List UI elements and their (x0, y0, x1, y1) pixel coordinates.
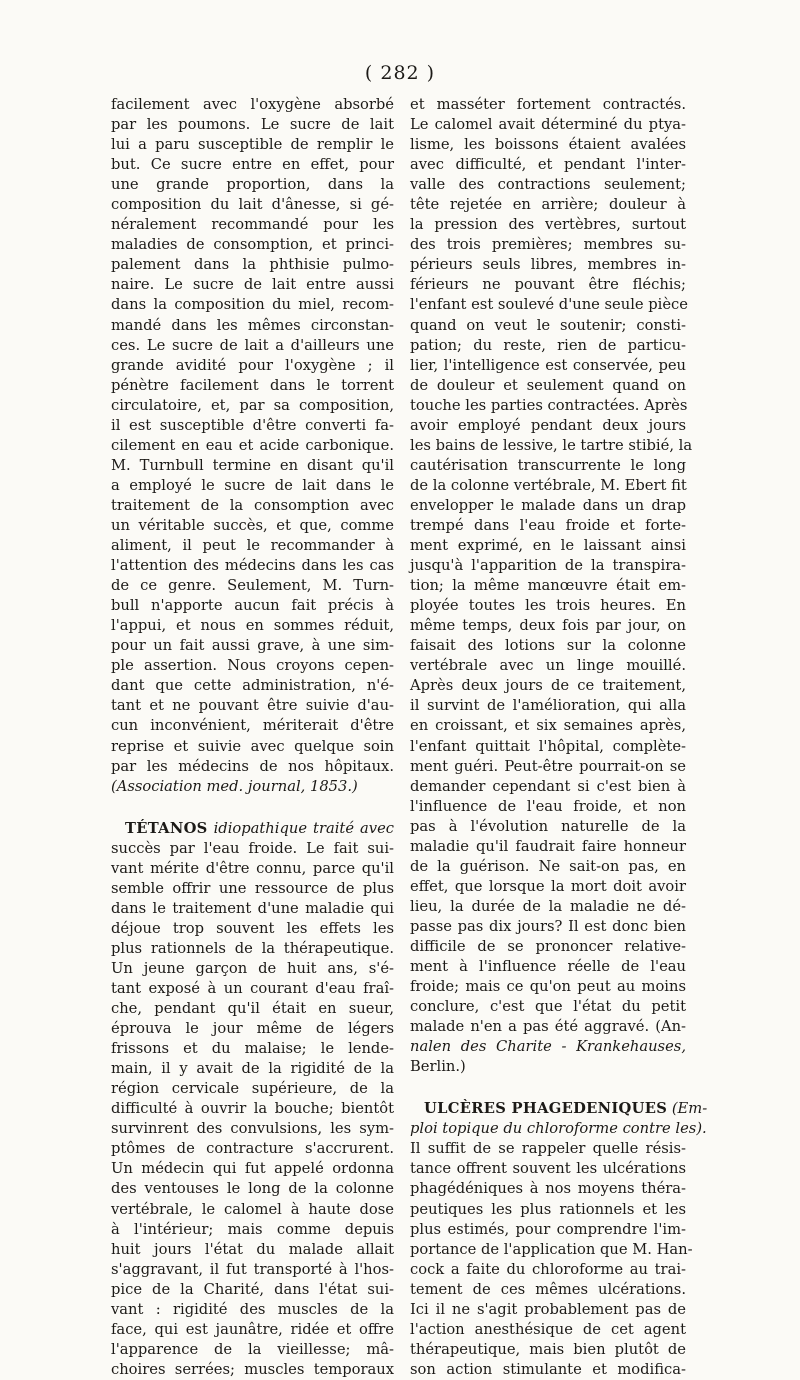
text-line: déjoue trop souvent les effets les (111, 919, 394, 937)
text-line: a employé le sucre de lait dans le (111, 476, 394, 494)
text-line: cock a faite du chloroforme au trai- (410, 1260, 686, 1278)
text-line: l'attention des médecins dans les cas (111, 557, 394, 575)
text-line: trempé dans l'eau froide et forte- (410, 516, 686, 534)
text-line: Après deux jours de ce traitement, (410, 677, 686, 695)
text-line: choires serrées; muscles temporaux (111, 1360, 394, 1378)
text-line: lier, l'intelligence est conservée, peu (410, 356, 686, 374)
text-line: but. Ce sucre entre en effet, pour (111, 156, 394, 174)
text-line: les bains de lessive, le tartre stibié, la (410, 436, 693, 454)
heading-ulceres: ULCÈRES PHAGEDENIQUES (424, 1100, 668, 1118)
source-citation-line: nalen des Charite - Krankehauses, (410, 1038, 686, 1056)
text-line: plus rationnels de la thérapeutique. (111, 939, 394, 957)
text-line: vant mérite d'être connu, parce qu'il (111, 859, 394, 877)
text-line: effet, que lorsque la mort doit avoir (410, 877, 686, 895)
text-line: pation; du reste, rien de particu- (410, 336, 686, 354)
heading-tetanos-subtitle: idiopathique traité avec (213, 819, 394, 837)
text-line: en croissant, et six semaines après, (410, 717, 686, 735)
text-line: demander cependant si c'est bien à (410, 777, 686, 795)
text-line: Un médecin qui fut appelé ordonna (111, 1160, 394, 1178)
text-line: même temps, deux fois par jour, on (410, 617, 686, 635)
text-line: envelopper le malade dans un drap (410, 496, 686, 514)
text-line: jusqu'à l'apparition de la transpira- (410, 557, 686, 575)
text-line: par les poumons. Le sucre de lait (111, 116, 394, 134)
text-line: difficulté à ouvrir la bouche; bientôt (111, 1100, 394, 1118)
text-line: maladie qu'il faudrait faire honneur (410, 837, 686, 855)
text-line: peutiques les plus rationnels et les (410, 1200, 686, 1218)
text-line: l'enfant est soulevé d'une seule pièce (410, 296, 688, 314)
text-line: pas à l'évolution naturelle de la (410, 817, 686, 835)
text-line: dans le traitement d'une maladie qui (111, 899, 394, 917)
text-line: quand on veut le soutenir; consti- (410, 316, 686, 334)
source-citation: (Association med. journal, 1853.) (111, 777, 358, 795)
text-line: des ventouses le long de la colonne (111, 1180, 394, 1198)
text-line: avec difficulté, et pendant l'inter- (410, 156, 686, 174)
text-line: M. Turnbull termine en disant qu'il (111, 456, 394, 474)
right-paragraph-tetanos-continued (410, 95, 693, 1037)
section-heading-ulceres (410, 1099, 708, 1119)
text-line: difficile de se prononcer relative- (410, 937, 686, 955)
text-line: ptômes de contracture s'accrurent. (111, 1140, 394, 1158)
text-line: maladies de consomption, et princi- (111, 236, 394, 254)
text-line: plus estimés, pour comprendre l'im- (410, 1220, 686, 1238)
text-line: aliment, il peut le recommander à (111, 537, 394, 555)
text-line: à l'intérieur; mais comme depuis (111, 1220, 394, 1238)
text-line: vertébrale avec un linge mouillé. (410, 657, 686, 675)
text-line: de ce genre. Seulement, M. Turn- (111, 577, 394, 595)
text-line: che, pendant qu'il était en sueur, (111, 1000, 394, 1018)
left-paragraph-tetanos (111, 839, 394, 1380)
text-line: lisme, les boissons étaient avalées (410, 136, 686, 154)
source-citation-line: Berlin.) (410, 1058, 466, 1076)
left-paragraph-milk-sugar (111, 95, 394, 777)
text-line: région cervicale supérieure, de la (111, 1080, 394, 1098)
text-line: ment à l'influence réelle de l'eau (410, 958, 686, 976)
text-line: de la colonne vertébrale, M. Ebert fit (410, 476, 687, 494)
text-line: naire. Le sucre de lait entre aussi (111, 276, 394, 294)
text-line: dans la composition du miel, recom- (111, 296, 394, 314)
text-line: composition du lait d'ânesse, si gé- (111, 196, 394, 214)
left-column (111, 95, 394, 1380)
text-line: passe pas dix jours? Il est donc bien (410, 917, 686, 935)
text-line: s'aggravant, il fut transporté à l'hos- (111, 1260, 394, 1278)
text-line: succès par l'eau froide. Le fait sui- (111, 839, 394, 857)
text-line: traitement de la consomption avec (111, 496, 394, 514)
text-line: vertébrale, le calomel à haute dose (111, 1200, 394, 1218)
text-line: cautérisation transcurrente le long (410, 456, 686, 474)
text-line: bull n'apporte aucun fait précis à (111, 597, 394, 615)
text-line: l'apparence de la vieillesse; mâ- (111, 1340, 394, 1358)
text-line: huit jours l'état du malade allait (111, 1240, 394, 1258)
text-line: malade n'en a pas été aggravé. (An- (410, 1018, 686, 1036)
text-line: cilement en eau et acide carbonique. (111, 436, 394, 454)
heading-tetanos: TÉTANOS (125, 819, 208, 837)
text-line: des trois premières; membres su- (410, 236, 686, 254)
text-line: thérapeutique, mais bien plutôt de (410, 1340, 686, 1358)
section-gap (111, 797, 394, 819)
text-line: cun inconvénient, mériterait d'être (111, 717, 394, 735)
text-line: ment guéri. Peut-être pourrait-on se (410, 757, 686, 775)
text-line: un véritable succès, et que, comme (111, 516, 394, 534)
text-line: tion; la même manœuvre était em- (410, 577, 686, 595)
text-line: lieu, la durée de la maladie ne dé- (410, 897, 686, 915)
section-heading-tetanos (111, 819, 394, 839)
text-line: son action stimulante et modifica- (410, 1360, 686, 1378)
text-line: éprouva le jour même de légers (111, 1020, 394, 1038)
text-line: tement de ces mêmes ulcérations. (410, 1280, 686, 1298)
text-line: valle des contractions seulement; (410, 176, 686, 194)
text-line: l'enfant quittait l'hôpital, complète- (410, 737, 686, 755)
text-line: mandé dans les mêmes circonstan- (111, 316, 394, 334)
text-line: l'influence de l'eau froide, et non (410, 797, 686, 815)
text-line: lui a paru susceptible de remplir le (111, 136, 394, 154)
text-line: tant et ne pouvant être suivie d'au- (111, 697, 394, 715)
text-line: faisait des lotions sur la colonne (410, 637, 686, 655)
text-line: de la guérison. Ne sait-on pas, en (410, 857, 686, 875)
text-line: une grande proportion, dans la (111, 176, 394, 194)
text-line: l'appui, et nous en sommes réduit, (111, 617, 394, 635)
text-line: dant que cette administration, n'é- (111, 677, 394, 695)
text-line: et masséter fortement contractés. (410, 96, 686, 113)
text-line: reprise et suivie avec quelque soin (111, 737, 394, 755)
right-paragraph-ulceres (410, 1139, 693, 1380)
text-line: phagédéniques à nos moyens théra- (410, 1180, 686, 1198)
text-line: Il suffit de se rappeler quelle résis- (410, 1140, 686, 1158)
page-number: ( 282 ) (364, 62, 436, 84)
text-line: l'action anesthésique de cet agent (410, 1320, 686, 1338)
text-line: semble offrir une ressource de plus (111, 879, 394, 897)
text-line: Un jeune garçon de huit ans, s'é- (111, 959, 394, 977)
heading-ulceres-subtitle-line: ploi topique du chloroforme contre les). (410, 1120, 707, 1138)
text-line: la pression des vertèbres, surtout (410, 216, 686, 234)
text-line: pice de la Charité, dans l'état sui- (111, 1280, 394, 1298)
text-line: ces. Le sucre de lait a d'ailleurs une (111, 336, 394, 354)
text-line: de douleur et seulement quand on (410, 376, 686, 394)
text-line: froide; mais ce qu'on peut au moins (410, 978, 686, 996)
text-line: circulatoire, et, par sa composition, (111, 396, 394, 414)
text-line: main, il y avait de la rigidité de la (111, 1060, 394, 1078)
text-line: périeurs seuls libres, membres in- (410, 256, 686, 274)
text-line: touche les parties contractées. Après (410, 396, 688, 414)
text-line: survinrent des convulsions, les sym- (111, 1120, 394, 1138)
section-gap (410, 1077, 686, 1099)
text-line: pénètre facilement dans le torrent (111, 376, 394, 394)
text-line: ployée toutes les trois heures. En (410, 597, 686, 615)
text-line: face, qui est jaunâtre, ridée et offre (111, 1320, 394, 1338)
text-line: ple assertion. Nous croyons cepen- (111, 657, 394, 675)
right-column (410, 95, 708, 1380)
text-line: frissons et du malaise; le lende- (111, 1040, 394, 1058)
text-line: Le calomel avait déterminé du ptya- (410, 116, 686, 134)
text-line: Ici il ne s'agit probablement pas de (410, 1300, 686, 1318)
text-line: il survint de l'amélioration, qui alla (410, 697, 686, 715)
text-line: grande avidité pour l'oxygène ; il (111, 356, 394, 374)
text-line: conclure, c'est que l'état du petit (410, 998, 686, 1016)
heading-ulceres-subtitle: (Em- (671, 1100, 708, 1118)
text-line: avoir employé pendant deux jours (410, 416, 686, 434)
text-line: vant : rigidité des muscles de la (111, 1300, 394, 1318)
text-line: tête rejetée en arrière; douleur à (410, 196, 686, 214)
text-line: portance de l'application que M. Han- (410, 1240, 693, 1258)
text-line: il est susceptible d'être converti fa- (111, 416, 394, 434)
text-line: facilement avec l'oxygène absorbé (111, 96, 394, 113)
text-line: férieurs ne pouvant être fléchis; (410, 276, 686, 294)
text-line: néralement recommandé pour les (111, 216, 394, 234)
text-line: pour un fait aussi grave, à une sim- (111, 637, 394, 655)
text-line: par les médecins de nos hôpitaux. (111, 757, 394, 775)
text-line: palement dans la phthisie pulmo- (111, 256, 394, 274)
text-line: tance offrent souvent les ulcérations (410, 1160, 686, 1178)
text-line: ment exprimé, en le laissant ainsi (410, 537, 686, 555)
text-line: tant exposé à un courant d'eau fraî- (111, 980, 394, 998)
